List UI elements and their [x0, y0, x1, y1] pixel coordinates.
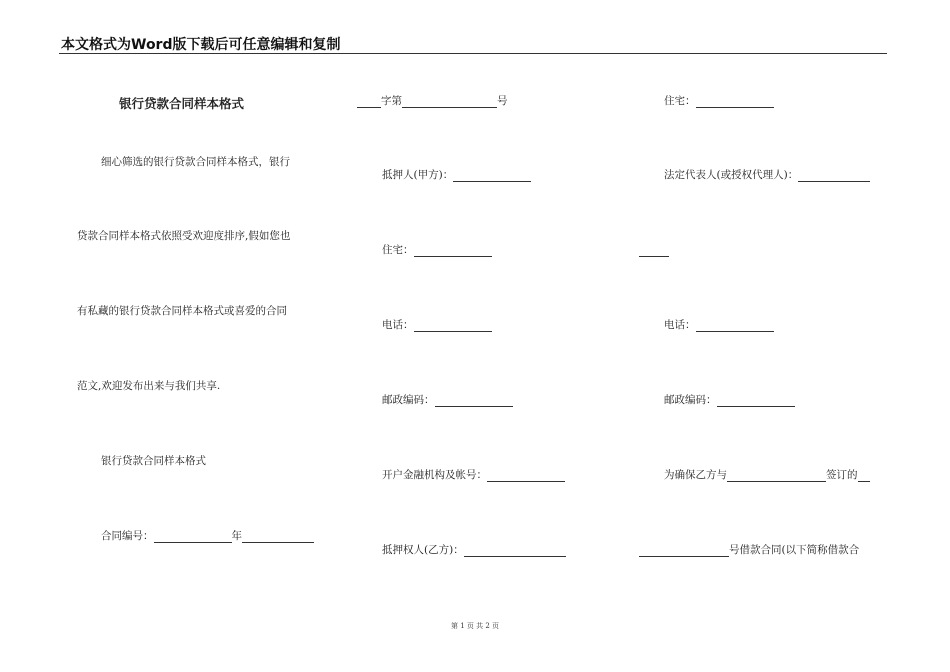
mortgagor-postcode-label: 邮政编码：: [382, 394, 435, 406]
page-number-footer: 第 1 页 共 2 页: [450, 622, 500, 630]
mortgagee-phone-row: [664, 318, 774, 332]
bank-account-blank: [487, 470, 565, 482]
loan-contract-number-blank: [639, 545, 729, 557]
section-subtitle: 银行贷款合同样本格式: [101, 455, 206, 467]
prefix-blank: [357, 96, 381, 108]
mortgagee-postcode-blank: [717, 395, 795, 407]
document-title: 银行贷款合同样本格式: [119, 96, 245, 111]
serial-blank: [402, 96, 497, 108]
mortgagee-postcode-row: [664, 393, 795, 407]
mortgagor-address-label: 住宅：: [382, 244, 414, 256]
mortgagee-phone-label: 电话：: [664, 319, 696, 331]
signed-text: 签订的: [826, 469, 858, 481]
mortgagee-address-label: 住宅：: [664, 95, 696, 107]
mortgagee-blank: [464, 545, 566, 557]
bank-account-label: 开户金融机构及帐号：: [382, 469, 487, 481]
number-char: 号: [497, 95, 508, 107]
word-char: 字第: [381, 95, 402, 107]
guarantee-prefix: 为确保乙方与: [664, 469, 727, 481]
mortgagor-address-blank: [414, 245, 492, 257]
mortgagee-row: [382, 543, 566, 557]
header-divider: [59, 53, 887, 54]
mortgagor-row: [382, 168, 531, 182]
mortgagor-phone-blank: [414, 320, 492, 332]
document-number-row: [357, 94, 508, 108]
document-header-title: 本文格式为Word版下载后可任意编辑和复制: [61, 37, 341, 53]
legal-representative-blank: [798, 170, 870, 182]
year-blank: [242, 531, 314, 543]
mortgagor-postcode-row: [382, 393, 513, 407]
guarantee-party-blank: [727, 470, 826, 482]
contract-number-blank: [154, 531, 232, 543]
intro-line-1: 细心筛选的银行贷款合同样本格式，银行: [101, 156, 290, 168]
contract-number-label: 合同编号：: [101, 530, 154, 542]
mortgagor-phone-label: 电话：: [382, 319, 414, 331]
mortgagor-phone-row: [382, 318, 492, 332]
mortgagor-postcode-blank: [435, 395, 513, 407]
loan-contract-text: 号借款合同(以下简称借款合: [729, 544, 860, 556]
mortgagee-label: 抵押权人(乙方)：: [382, 544, 464, 556]
mortgagee-address-row: [664, 94, 774, 108]
mortgagor-address-row: [382, 243, 492, 257]
intro-line-2: 贷款合同样本格式依照受欢迎度排序,假如您也: [77, 230, 291, 242]
year-char: 年: [231, 530, 242, 542]
mortgagee-address-blank: [696, 96, 774, 108]
intro-line-3: 有私藏的银行贷款合同样本格式或喜爱的合同: [77, 305, 287, 317]
legal-representative-continuation: [639, 243, 669, 257]
mortgagor-blank: [453, 170, 531, 182]
guarantee-row: [664, 468, 870, 482]
bank-account-row: [382, 468, 565, 482]
mortgagor-label: 抵押人(甲方)：: [382, 169, 454, 181]
mortgagee-postcode-label: 邮政编码：: [664, 394, 717, 406]
contract-number-row: [101, 529, 314, 543]
loan-contract-row: [639, 543, 859, 557]
legal-representative-label: 法定代表人(或授权代理人)：: [664, 169, 799, 181]
legal-representative-row: [664, 168, 870, 182]
legal-representative-continuation-blank: [639, 245, 669, 257]
intro-line-4: 范文,欢迎发布出来与我们共享.: [77, 380, 221, 392]
signed-blank: [858, 470, 870, 482]
mortgagee-phone-blank: [696, 320, 774, 332]
